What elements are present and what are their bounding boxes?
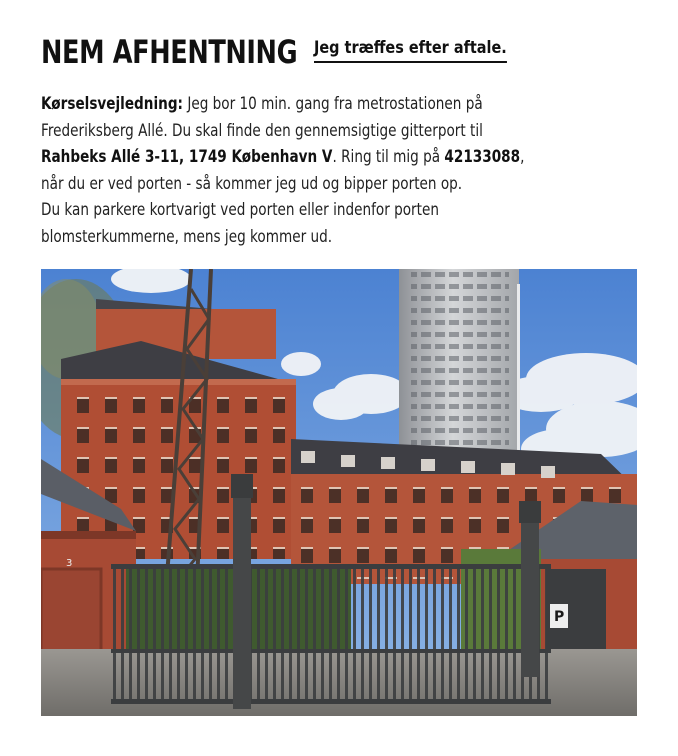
page-title: NEM AFHENTNING [41, 33, 298, 71]
directions-paragraph [41, 91, 617, 250]
header [41, 32, 641, 72]
directions-line-4: når du er ved porten - så kommer jeg ud og bipper porten op. [41, 173, 463, 194]
directions-text: . Ring til mig på [332, 147, 445, 167]
parking-sign: P [554, 609, 565, 625]
directions-line-3 [41, 144, 617, 171]
directions-line-1 [41, 91, 617, 118]
directions-text: Jeg bor 10 min. gang fra metrostationen på [183, 94, 483, 114]
directions-line-2: Frederiksberg Allé. Du skal finde den gennemsigtige gitterport til [41, 120, 483, 141]
directions-line-5: Du kan parkere kortvarigt ved porten eller indenfor porten [41, 200, 439, 220]
tower [399, 269, 520, 469]
phone-number: 42133088 [444, 147, 521, 167]
location-photo-illustration [41, 269, 637, 716]
appointment-note: Jeg træffes efter aftale. [314, 37, 507, 63]
directions-text: , [520, 147, 525, 167]
directions-line-6: blomsterkummerne, mens jeg kommer ud. [41, 226, 333, 247]
gate-number: 3 [66, 558, 73, 569]
pickup-address: Rahbeks Allé 3-11, 1749 København V [41, 147, 333, 167]
location-photo [41, 269, 637, 716]
directions-label: Kørselsvejledning: [41, 94, 183, 114]
